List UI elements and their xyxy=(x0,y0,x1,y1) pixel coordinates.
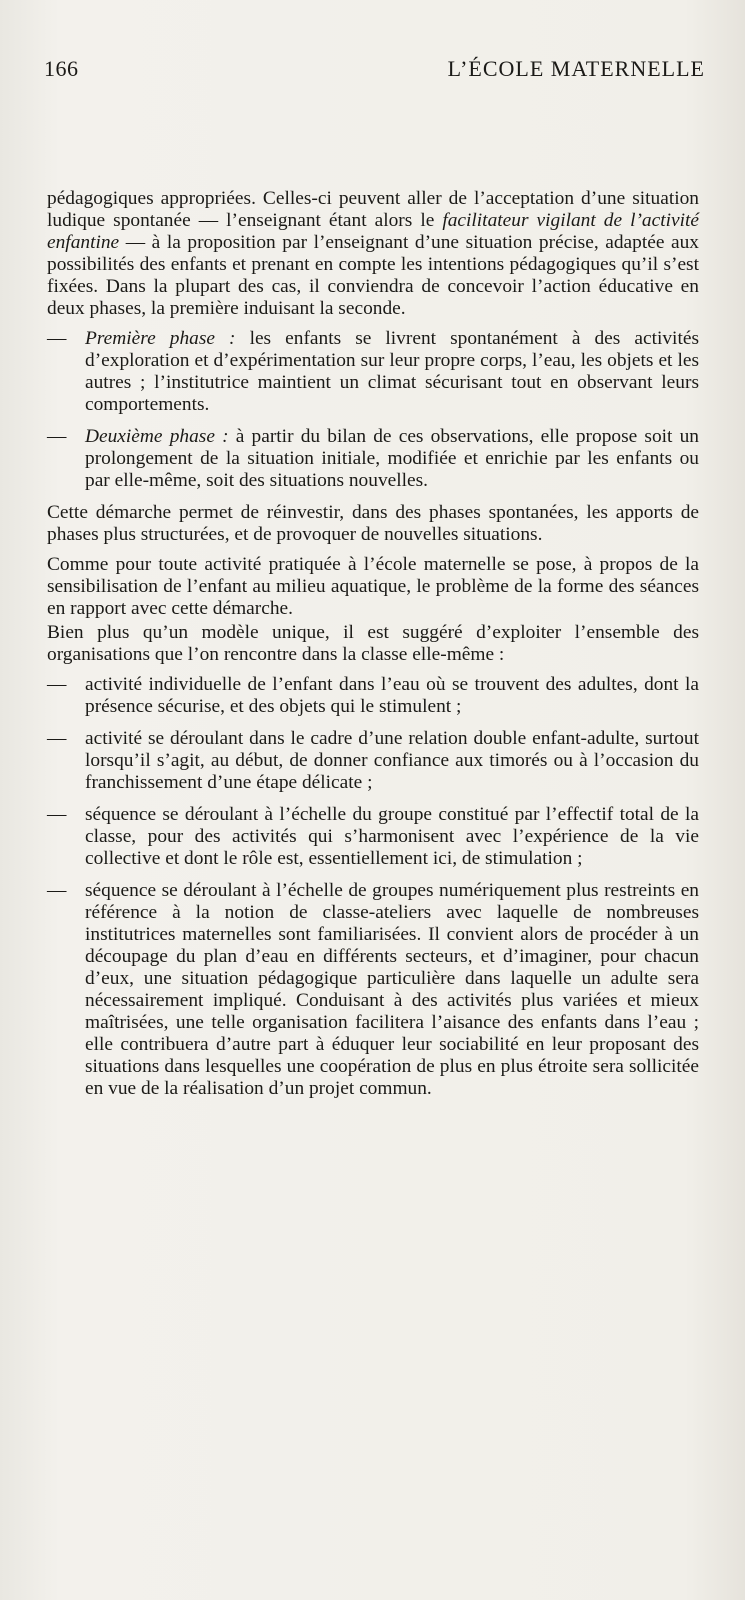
paragraph-organisations: Bien plus qu’un modèle unique, il est suggéré d’exploiter l’ensemble des organisations que l’on rencontre dans la classe elle-même : xyxy=(47,622,699,665)
intro-text-after: — à la proposition par l’enseignant d’une situation précise, adaptée aux possibilités des enfants et prenant en compte les intentions pédagogiques qu’il s’est fixées. Dans la plupart des cas, il conviendra de concevoir l’action éducative en deux phases, la première induisant la seconde. xyxy=(47,232,699,319)
page-body xyxy=(47,188,699,1110)
intro-paragraph xyxy=(47,188,699,320)
phase-item-1 xyxy=(47,328,699,416)
paragraph-demarche: Cette démarche permet de réinvestir, dans des phases spontanées, les apports de phases plus structurées, et de provoquer de nouvelles situations. xyxy=(47,502,699,545)
phase-label: Deuxième phase : xyxy=(85,426,229,447)
intro-text-before: pédagogiques appropriées. Celles-ci peuvent aller de l’acceptation d’une situation ludique spontanée — l’enseignant étant alors le xyxy=(47,188,699,231)
dash-marker: — xyxy=(47,328,67,349)
organisation-text: activité individuelle de l’enfant dans l’eau où se trouvent des adultes, dont la présence sécurise, et des objets qui le stimulent ; xyxy=(85,674,699,717)
dash-marker: — xyxy=(47,426,67,447)
phase-item-2 xyxy=(47,426,699,492)
dash-marker: — xyxy=(47,674,67,695)
organisation-item-3 xyxy=(47,804,699,870)
organisation-text: séquence se déroulant à l’échelle de groupes numériquement plus restreints en référence à la notion de classe-ateliers avec laquelle de nombreuses institutrices maternelles sont familiarisées. Il convient alors de procéder à un découpage du plan d’eau en différents secteurs, et d’imaginer, pour chacun d’eux, une situation pédagogique particulière dans laquelle un adulte sera nécessairement impliqué. Conduisant à des activités plus variées et mieux maîtrisées, une telle organisation facilitera l’aisance des enfants dans l’eau ; elle contribuera d’autre part à éduquer leur sociabilité en leur proposant des situations dans lesquelles une coopération de plus en plus étroite sera sollicitée en vue de la réalisation d’un projet commun. xyxy=(85,880,699,1099)
phase-label: Première phase : xyxy=(85,328,236,349)
phase-text: les enfants se livrent spontanément à des activités d’exploration et d’expérimentation sur leur propre corps, l’eau, les objets et les autres ; l’institutrice maintient un climat sécurisant tout en observant leurs comportements. xyxy=(85,328,699,415)
dash-marker: — xyxy=(47,804,67,825)
organisation-text: activité se déroulant dans le cadre d’une relation double enfant-adulte, surtout lorsqu’il s’agit, au début, de donner confiance aux timorés ou à l’occasion du franchissement d’une étape délicate ; xyxy=(85,728,699,793)
paragraph-forme-seances: Comme pour toute activité pratiquée à l’école maternelle se pose, à propos de la sensibilisation de l’enfant au milieu aquatique, le problème de la forme des séances en rapport avec cette démarche. xyxy=(47,554,699,619)
dash-marker: — xyxy=(47,880,67,901)
page-header xyxy=(44,56,705,82)
intro-italic-phrase: facilitateur vigilant de l’activité enfantine xyxy=(47,210,699,253)
organisation-item-2 xyxy=(47,728,699,794)
phase-text: à partir du bilan de ces observations, elle propose soit un prolongement de la situation initiale, modifiée et enrichie par les enfants ou par elle-même, soit des situations nouvelles. xyxy=(85,426,700,491)
page-number: 166 xyxy=(44,56,79,81)
organisation-item-1 xyxy=(47,674,699,718)
organisation-item-4 xyxy=(47,880,699,1100)
running-title: L’ÉCOLE MATERNELLE xyxy=(447,56,705,81)
dash-marker: — xyxy=(47,728,67,749)
organisation-text: séquence se déroulant à l’échelle du groupe constitué par l’effectif total de la classe, pour des activités qui s’harmonisent avec l’expérience de la vie collective et dont le rôle est, essentiellement ici, de stimulation ; xyxy=(85,804,699,869)
